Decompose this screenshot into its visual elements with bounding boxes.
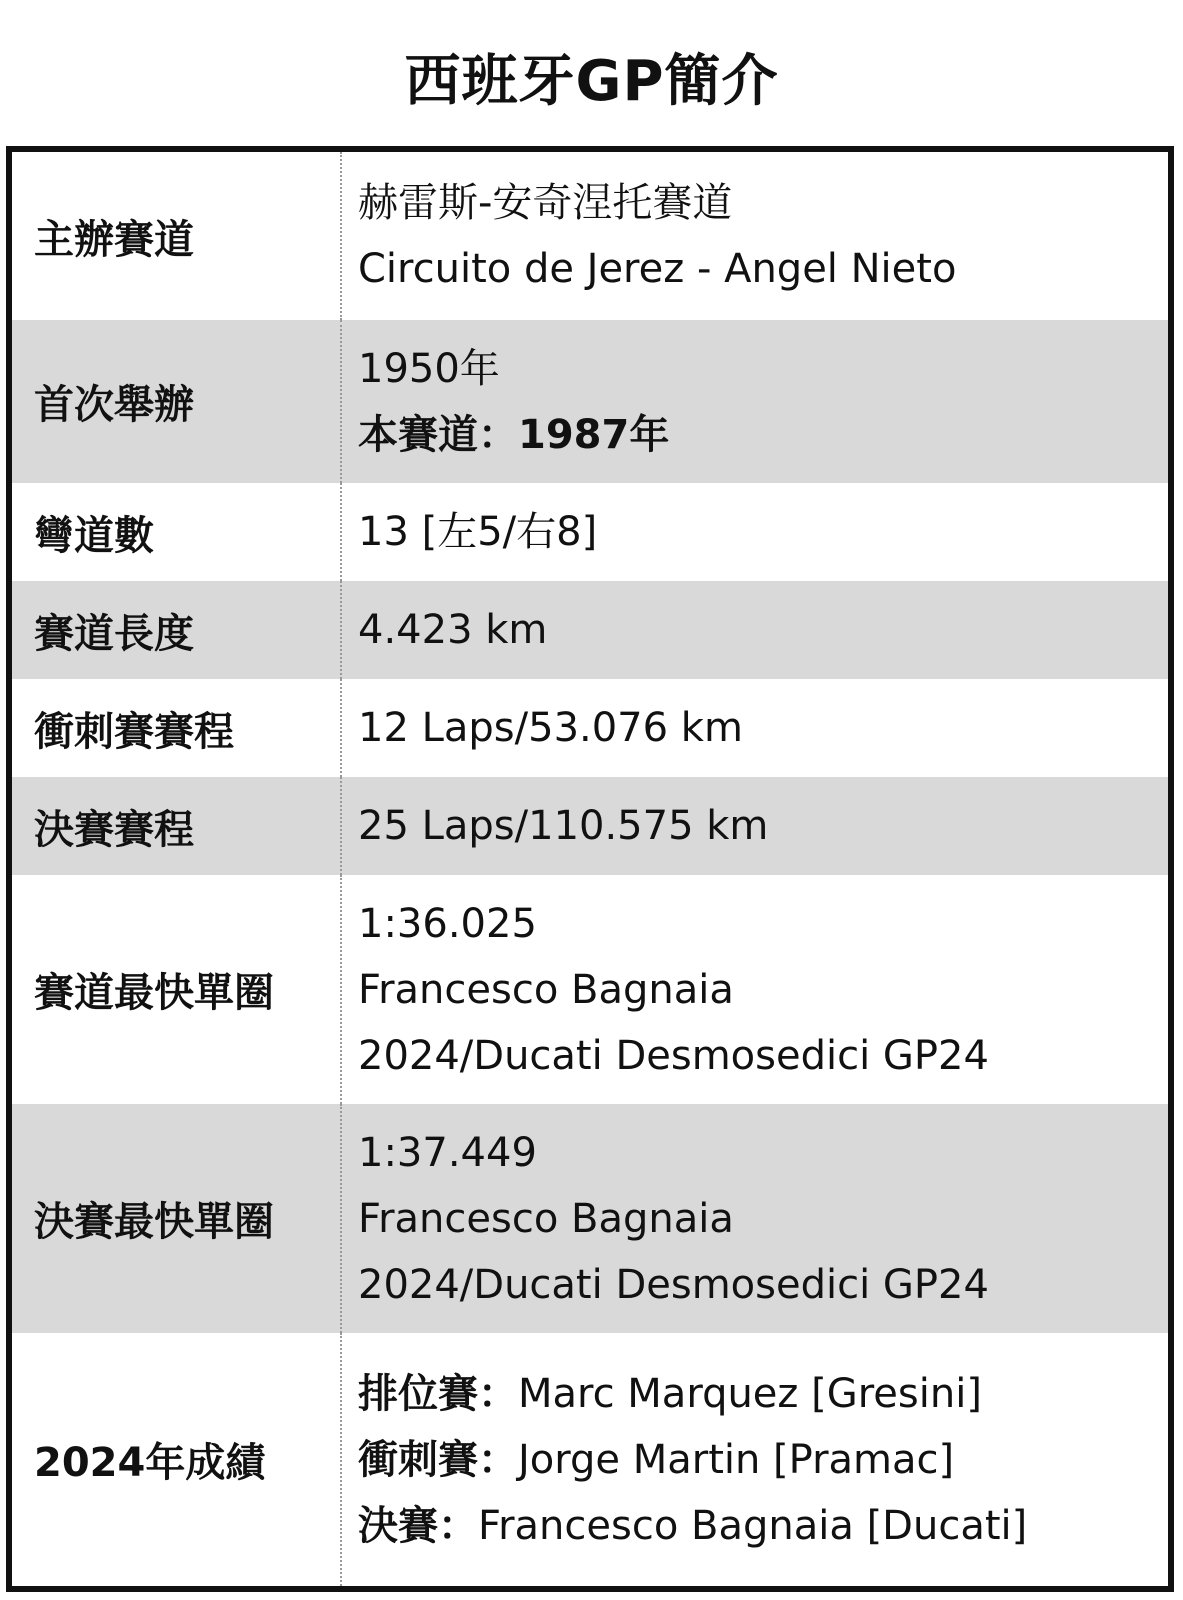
row-value (342, 875, 1168, 1104)
row-value (342, 483, 1168, 581)
table-row-length (12, 581, 1168, 679)
row-label: 決賽最快單圈 (12, 1104, 342, 1333)
result-prefix: 衝刺賽： (358, 1436, 518, 1483)
result-race (358, 1493, 1168, 1559)
row-value (342, 320, 1168, 483)
row-label: 賽道最快單圈 (12, 875, 342, 1104)
track-length: 4.423 km (358, 607, 548, 653)
sprint-distance: 12 Laps/53.076 km (358, 705, 743, 751)
table-row-race-distance (12, 777, 1168, 875)
result-prefix: 排位賽： (358, 1370, 518, 1417)
row-label: 賽道長度 (12, 581, 342, 679)
result-prefix: 決賽： (358, 1502, 478, 1549)
row-value (342, 581, 1168, 679)
row-value (342, 679, 1168, 777)
row-label: 首次舉辦 (12, 320, 342, 483)
row-label: 決賽賽程 (12, 777, 342, 875)
result-value: Francesco Bagnaia [Ducati] (478, 1502, 1028, 1549)
venue-name-english: Circuito de Jerez - Angel Nieto (358, 246, 957, 292)
row-value (342, 152, 1168, 320)
result-value: Jorge Martin [Pramac] (518, 1436, 955, 1483)
race-distance: 25 Laps/110.575 km (358, 803, 769, 849)
row-value (342, 1104, 1168, 1333)
row-label: 2024年成績 (12, 1333, 342, 1586)
race-fastest-lap-year-bike: 2024/Ducati Desmosedici GP24 (358, 1261, 989, 1308)
venue-name-chinese: 赫雷斯-安奇涅托賽道 (358, 180, 733, 226)
lap-record-rider: Francesco Bagnaia (358, 966, 734, 1013)
result-qualifying (358, 1361, 1168, 1427)
table-row-venue (12, 152, 1168, 320)
page-title: 西班牙GP簡介 (404, 49, 779, 114)
table-row-2024-results (12, 1333, 1168, 1586)
row-value (342, 777, 1168, 875)
lap-record-time: 1:36.025 (358, 900, 537, 947)
race-fastest-lap-time: 1:37.449 (358, 1129, 537, 1176)
table-row-race-fastest-lap (12, 1104, 1168, 1333)
row-value (342, 1333, 1168, 1586)
table-row-sprint-distance (12, 679, 1168, 777)
row-label: 彎道數 (12, 483, 342, 581)
race-fastest-lap-rider: Francesco Bagnaia (358, 1195, 734, 1242)
result-value: Marc Marquez [Gresini] (518, 1370, 982, 1417)
info-table (6, 146, 1174, 1592)
lap-record-year-bike: 2024/Ducati Desmosedici GP24 (358, 1032, 989, 1079)
result-sprint (358, 1427, 1168, 1493)
table-row-first-held (12, 320, 1168, 483)
row-label: 主辦賽道 (12, 152, 342, 320)
table-row-corners (12, 483, 1168, 581)
corner-count: 13 [左5/右8] (358, 509, 598, 555)
row-label: 衝刺賽賽程 (12, 679, 342, 777)
first-held-year: 1950年 (358, 345, 500, 392)
current-circuit-year: 本賽道：1987年 (358, 411, 670, 458)
table-row-lap-record (12, 875, 1168, 1104)
